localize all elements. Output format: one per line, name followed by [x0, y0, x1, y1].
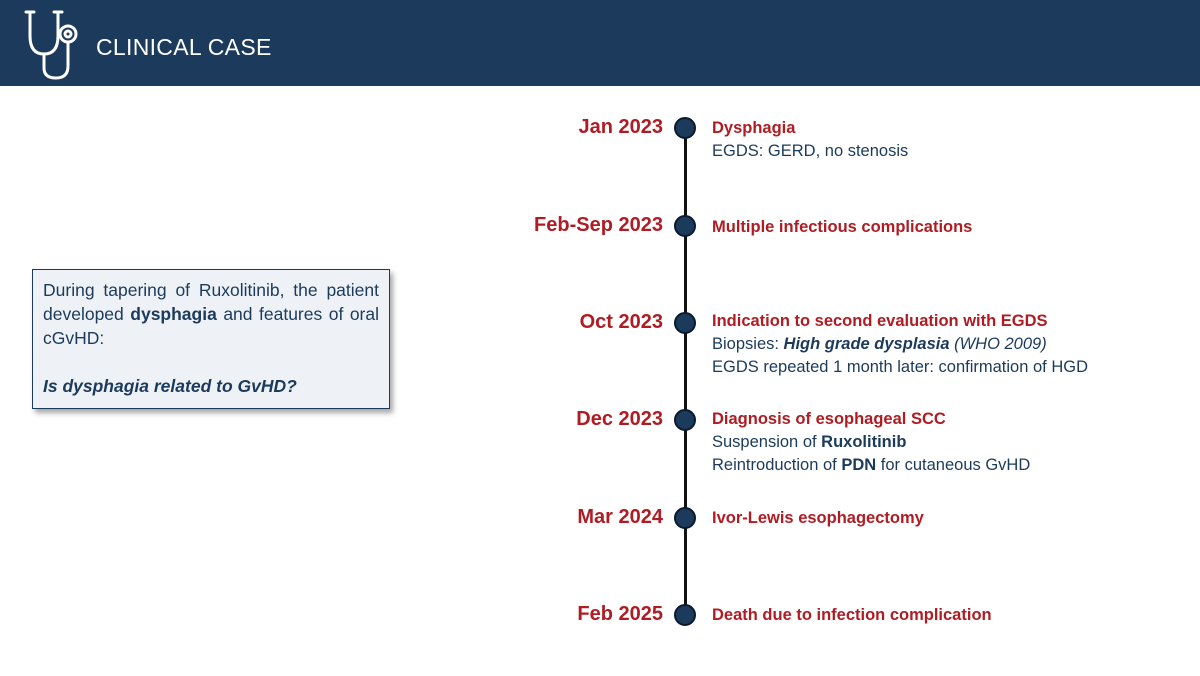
event-detail: Reintroduction of PDN for cutaneous GvHD — [712, 456, 1031, 474]
timeline-event — [712, 310, 1088, 379]
event-highlight: High grade dysplasia — [783, 335, 950, 353]
question-intro — [43, 278, 379, 350]
timeline-event — [712, 604, 992, 627]
page-title: CLINICAL CASE — [96, 34, 272, 60]
timeline-dot — [674, 604, 696, 626]
intro-text-end: and features of oral cGvHD: — [43, 304, 379, 348]
timeline-axis — [684, 128, 687, 615]
timeline-dot — [674, 312, 696, 334]
timeline-date: Dec 2023 — [576, 408, 663, 430]
timeline-date: Feb 2025 — [577, 603, 663, 625]
event-detail: Biopsies: High grade dysplasia (WHO 2009) — [712, 335, 1047, 353]
stethoscope-icon — [22, 6, 88, 82]
key-question: Is dysphagia related to GvHD? — [43, 376, 297, 396]
question-box — [32, 269, 390, 409]
event-title: Multiple infectious complications — [712, 218, 973, 236]
timeline-dot — [674, 215, 696, 237]
timeline-date: Mar 2024 — [577, 506, 663, 528]
event-detail: EGDS repeated 1 month later: confirmation of HGD — [712, 358, 1089, 376]
event-title: Diagnosis of esophageal SCC — [712, 410, 946, 428]
event-highlight: Ruxolitinib — [821, 433, 907, 451]
header-bar — [0, 0, 1200, 86]
intro-text: During tapering of Ruxolitinib, the patient developed — [43, 280, 379, 324]
timeline-event — [712, 117, 908, 163]
event-title: Dysphagia — [712, 119, 796, 137]
intro-bold-term: dysphagia — [130, 304, 217, 324]
event-title: Death due to infection complication — [712, 606, 992, 624]
timeline-dot — [674, 117, 696, 139]
timeline-dot — [674, 409, 696, 431]
timeline-date: Feb-Sep 2023 — [534, 214, 663, 236]
event-title: Ivor-Lewis esophagectomy — [712, 509, 924, 527]
timeline-event — [712, 507, 924, 530]
event-highlight: PDN — [841, 456, 877, 474]
timeline-date: Oct 2023 — [579, 311, 663, 333]
timeline-date: Jan 2023 — [578, 116, 663, 138]
event-detail: EGDS: GERD, no stenosis — [712, 142, 909, 160]
event-detail: Suspension of Ruxolitinib — [712, 433, 907, 451]
event-title: Indication to second evaluation with EGDS — [712, 312, 1048, 330]
timeline-event — [712, 216, 972, 239]
timeline-event — [712, 408, 1030, 477]
timeline-dot — [674, 507, 696, 529]
